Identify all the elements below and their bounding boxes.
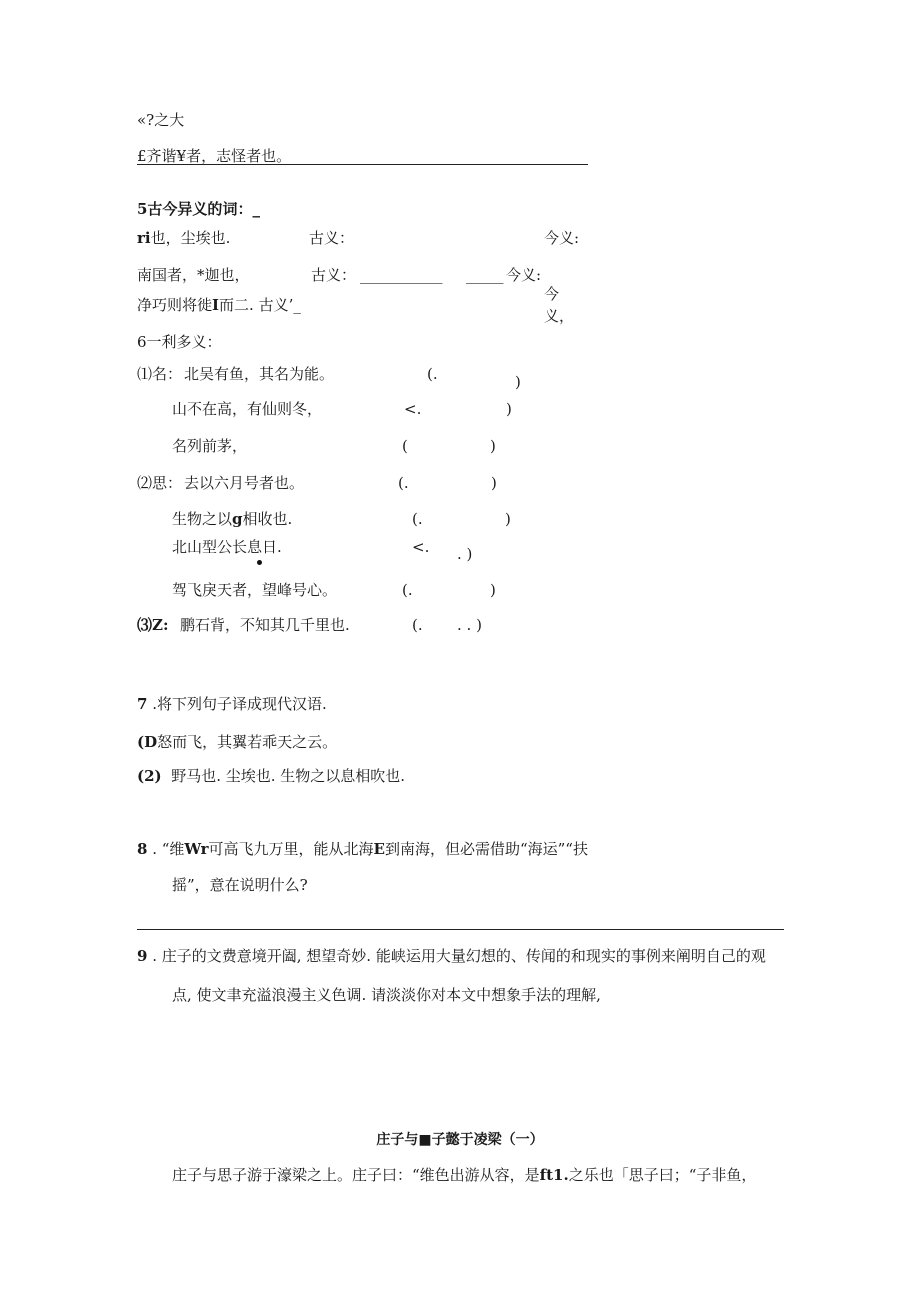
q5-row1-modern-label: 今义: [544, 229, 580, 247]
answer-line [137, 929, 784, 930]
q9-line-2: 点, 使文聿充溢浪漫主义色调. 请淡淡你对本文中想象手法的理解, [172, 986, 601, 1004]
q6-item-paren-open: <. [412, 538, 430, 556]
q6-item-paren-close: ) [505, 510, 511, 528]
q5-row2-blank-2: _____ [466, 266, 504, 284]
q5-row3-modern-label-2: 义， [544, 307, 575, 325]
fragment-line-1: «?之大 [137, 111, 185, 129]
q6-item-label: ⑶Z: [137, 616, 169, 634]
q5-row2-blank-1: ___________ [360, 266, 443, 284]
q6-item-text: 鹏石背，不知其几千里也. [180, 616, 350, 634]
q8-line-1: 8 . “维Wr可高飞九万里，能从北海E到南海，但必需借助“海运”“扶 [137, 840, 588, 858]
q6-item-text: 驾飞戾天者，望峰号心。 [172, 581, 338, 599]
q5-row3-text: 净巧则将徙I而二. 古义’_ [137, 296, 301, 314]
q5-row2-modern-label: 今义: [506, 266, 542, 284]
q6-item-text: 名列前茅， [172, 437, 248, 455]
q5-row1-text: ri也，尘埃也. [137, 229, 231, 247]
q6-item-paren-close: . . ) [457, 616, 482, 634]
q5-row2-text: 南国者，*迦也， [137, 266, 250, 284]
q6-item-paren-close: ) [490, 581, 496, 599]
q6-item-text: 北吴有鱼，其名为能。 [184, 365, 335, 383]
q6-item-paren-open: (. [412, 510, 423, 528]
q6-item-label: ⑵思： [137, 474, 183, 492]
fragment-line-2: £齐谐¥者，志怪者也。 [137, 147, 292, 165]
q6-item-paren-open: (. [412, 616, 423, 634]
q6-item-paren-open: (. [398, 474, 409, 492]
q6-heading: 6一利多义： [137, 333, 222, 351]
q6-item-paren-close: ) [491, 474, 497, 492]
q6-item-paren-open: (. [427, 365, 438, 383]
q6-item-paren-open: <. [404, 400, 422, 418]
passage-title: 庄子与■子懿于凌梁（一） [376, 1132, 544, 1148]
q6-item-text: 去以六月号者也。 [184, 474, 305, 492]
q7-heading: 7 .将下列句子译成现代汉语. [137, 695, 327, 713]
q6-item-text: 北山型公长息日. [172, 538, 282, 556]
answer-underline [137, 164, 588, 165]
q6-item-paren-open: ( [402, 437, 408, 455]
q9-line-1: 9 . 庄子的文费意境开阖, 想望奇妙. 能峡运用大量幻想的、传闻的和现实的事例来阐明自己的观 [137, 947, 766, 965]
q5-row3-modern-label-1: 今 [544, 285, 560, 303]
q5-heading: 5古今异义的词：_ [137, 200, 260, 218]
q7-sentence-1: (D怒而飞，其翼若乖天之云。 [137, 733, 338, 751]
q6-item-text: 山不在高，有仙则冬， [172, 400, 323, 418]
q6-item-paren-close: ) [506, 400, 512, 418]
q8-line-2: 摇”，意在说明什么? [172, 876, 308, 894]
q5-row2-ancient-label: 古义： [311, 266, 357, 284]
q6-item-paren-close: . ) [457, 545, 473, 563]
q5-row1-ancient-label: 古义： [309, 229, 355, 247]
emphasis-dot [257, 560, 262, 565]
passage-line-1: 庄子与思子游于濠梁之上。庄子曰：“维色出游从容，是ft1.之乐也「思子曰；“子非鱼， [172, 1166, 757, 1184]
q6-item-text: 生物之以g相收也. [172, 510, 293, 528]
q6-item-paren-close: ) [490, 437, 496, 455]
q6-item-paren-close: ) [515, 373, 521, 391]
q7-sentence-2: (2) 野马也. 尘埃也. 生物之以息相吹也. [137, 767, 406, 785]
q6-item-paren-open: (. [402, 581, 413, 599]
q6-item-label: ⑴名： [137, 365, 183, 383]
